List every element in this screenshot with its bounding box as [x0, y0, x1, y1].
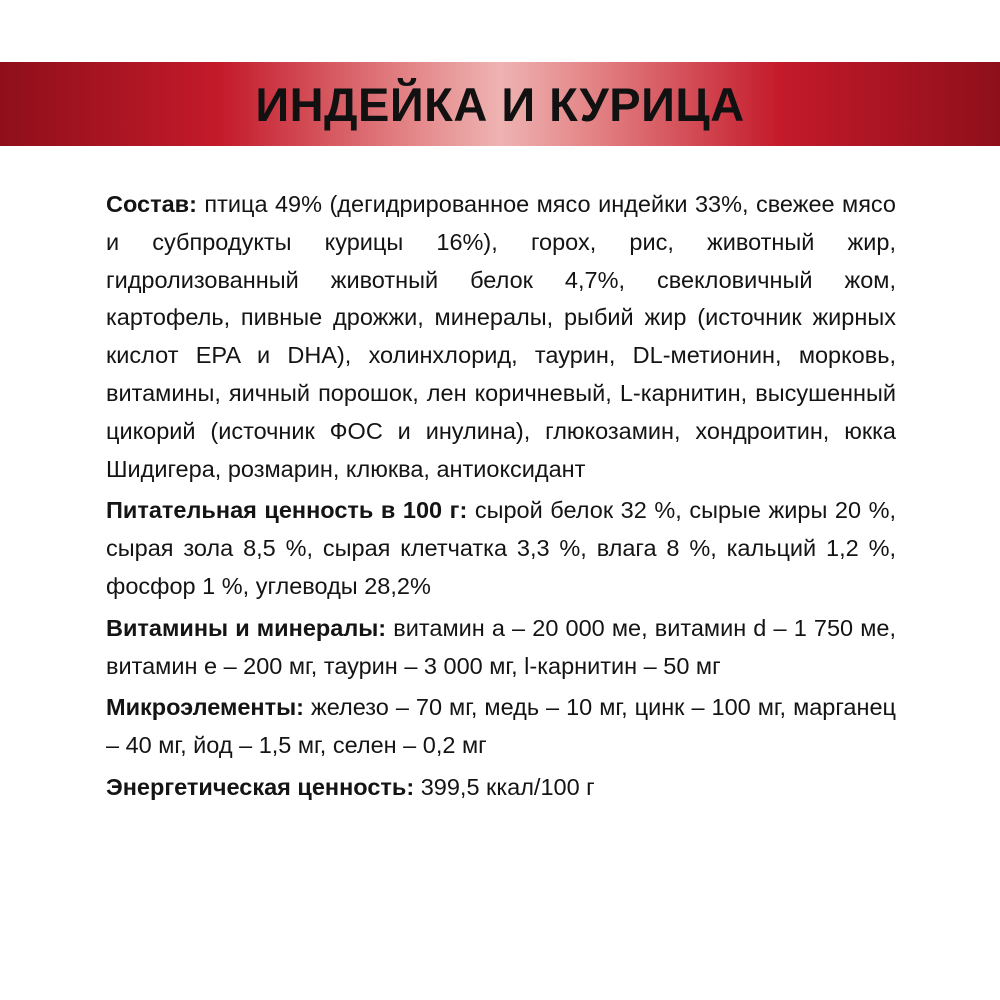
- composition-section: [106, 186, 896, 488]
- vitamins-text: витамин а – 20 000 ме, витамин d – 1 750 ме, витамин е – 200 мг, таурин – 3 000 мг, l-карнитин – 50 мг: [106, 614, 897, 679]
- title-banner: [0, 62, 1000, 146]
- vitamins-label: Витамины и минералы:: [106, 614, 387, 641]
- energy-section: [106, 769, 896, 807]
- vitamins-section: [106, 610, 896, 686]
- microelements-label: Микроэлементы:: [106, 694, 305, 721]
- nutrition-label: Питательная ценность в 100 г:: [106, 497, 468, 524]
- energy-text: 399,5 ккал/100 г: [420, 773, 595, 800]
- composition-text: птица 49% (дегидрированное мясо индейки 33%, свежее мясо и субпродукты курицы 16%), горох, рис, животный жир, гидролизованный животный белок 4,7%, свекловичный жом, картофель, пивные дрожжи, минералы, рыбий жир (источник жирных кислот EPA и DHA), холинхлорид, таурин, DL-метионин, морковь, витамины, яичный порошок, лен коричневый, L-карнитин, высушенный цикорий (источник ФОС и инулина), глюкозамин, хондроитин, юкка Шидигера, розмарин, клюква, антиоксидант: [106, 191, 897, 482]
- composition-label: Состав:: [106, 191, 197, 217]
- nutrition-section: [106, 492, 896, 605]
- product-title: ИНДЕЙКА И КУРИЦА: [255, 77, 745, 131]
- microelements-text: железо – 70 мг, медь – 10 мг, цинк – 100 мг, марганец – 40 мг, йод – 1,5 мг, селен – 0,2 мг: [106, 694, 896, 759]
- energy-label: Энергетическая ценность:: [106, 773, 415, 800]
- product-info: [106, 186, 896, 811]
- microelements-section: [106, 689, 896, 765]
- nutrition-text: сырой белок 32 %, сырые жиры 20 %, сырая зола 8,5 %, сырая клетчатка 3,3 %, влага 8 %, кальций 1,2 %, фосфор 1 %, углеводы 28,2%: [106, 497, 896, 599]
